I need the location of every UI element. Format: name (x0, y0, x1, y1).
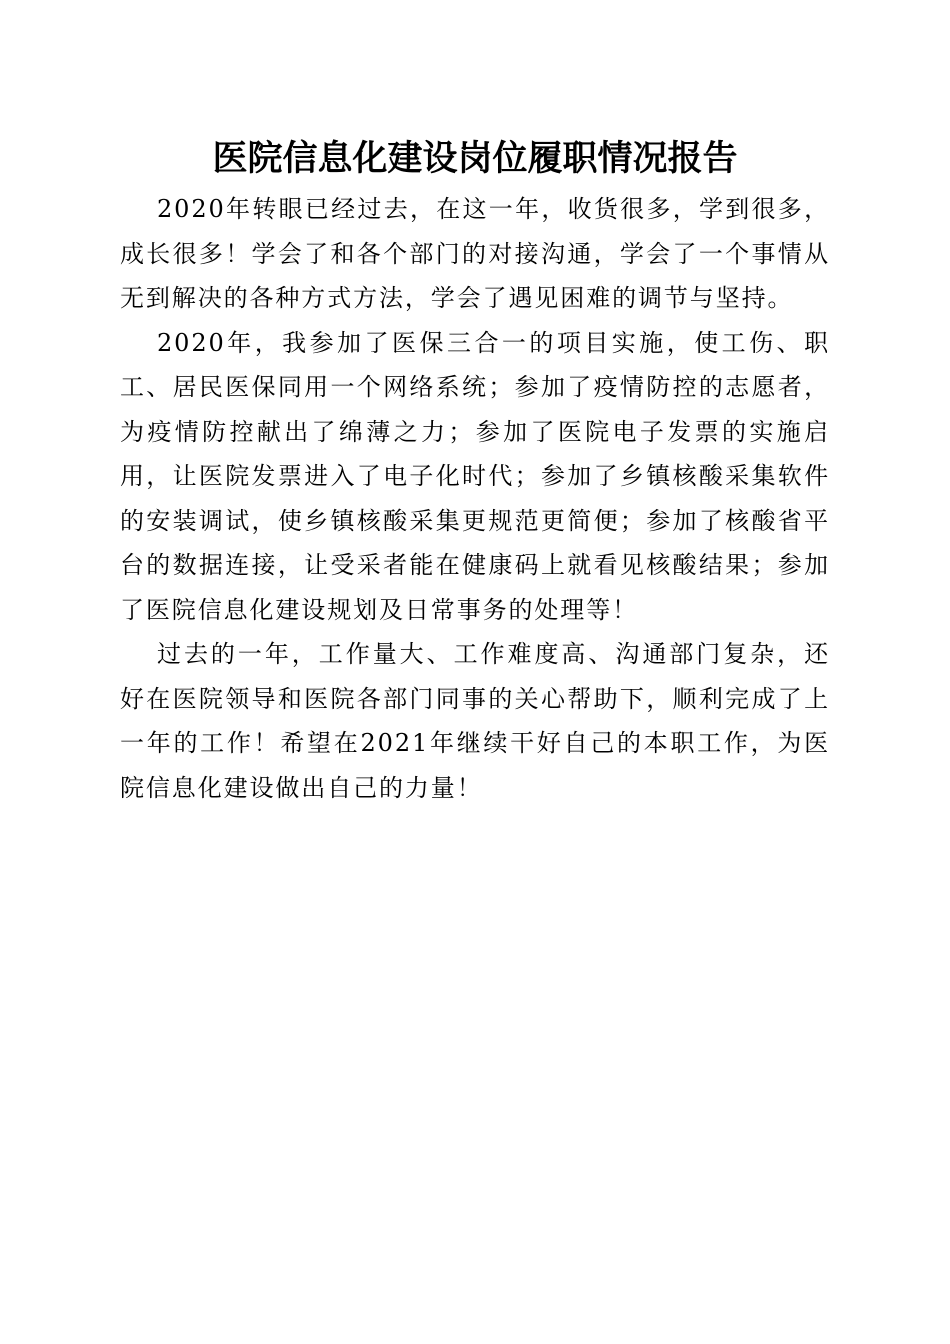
document-body (120, 187, 830, 810)
document-title: 医院信息化建设岗位履职情况报告 (212, 138, 738, 179)
paragraph-3: 过去的一年，工作量大、工作难度高、沟通部门复杂，还好在医院领导和医院各部门同事的关心帮助下，顺利完成了上一年的工作！希望在2021年继续干好自己的本职工作，为医院信息化建设做出自己的力量！ (120, 640, 830, 802)
paragraph-2: 2020年，我参加了医保三合一的项目实施，使工伤、职工、居民医保同用一个网络系统；参加了疫情防控的志愿者，为疫情防控献出了绵薄之力；参加了医院电子发票的实施启用，让医院发票进入了电子化时代；参加了乡镇核酸采集软件的安装调试，使乡镇核酸采集更规范更简便；参加了核酸省平台的数据连接，让受采者能在健康码上就看见核酸结果；参加了医院信息化建设规划及日常事务的处理等！ (120, 328, 830, 624)
paragraph-1: 2020年转眼已经过去，在这一年，收货很多，学到很多，成长很多！学会了和各个部门的对接沟通，学会了一个事情从无到解决的各种方式方法，学会了遇见困难的调节与坚持。 (120, 195, 830, 312)
